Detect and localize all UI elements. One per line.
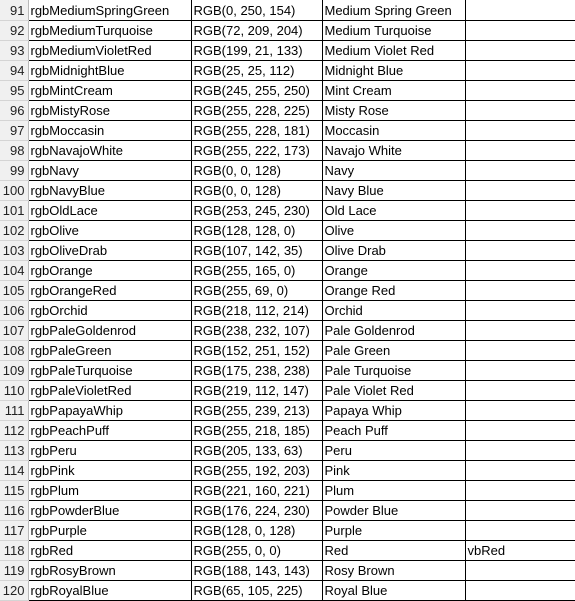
cell-color-label[interactable]: Moccasin [322,121,465,141]
cell-vb-constant[interactable] [465,461,575,481]
cell-rgb-value[interactable]: RGB(199, 21, 133) [191,41,322,61]
cell-color-label[interactable]: Orange [322,261,465,281]
row-number[interactable]: 109 [0,361,28,381]
table-row [0,341,575,361]
cell-rgb-value[interactable]: RGB(128, 0, 128) [191,521,322,541]
cell-constant-name[interactable]: rgbMoccasin [28,121,191,141]
cell-rgb-value[interactable]: RGB(245, 255, 250) [191,81,322,101]
table-row [0,561,575,581]
cell-vb-constant[interactable] [465,201,575,221]
cell-vb-constant[interactable] [465,21,575,41]
row-number[interactable]: 92 [0,21,28,41]
table-row [0,241,575,261]
row-number[interactable]: 94 [0,61,28,81]
cell-constant-name[interactable]: rgbMidnightBlue [28,61,191,81]
table-row [0,361,575,381]
cell-constant-name[interactable]: rgbPeachPuff [28,421,191,441]
cell-constant-name[interactable]: rgbRosyBrown [28,561,191,581]
table-row [0,221,575,241]
table-row [0,281,575,301]
row-number[interactable]: 104 [0,261,28,281]
cell-rgb-value[interactable]: RGB(205, 133, 63) [191,441,322,461]
cell-rgb-value[interactable]: RGB(219, 112, 147) [191,381,322,401]
cell-color-label[interactable]: Olive [322,221,465,241]
cell-constant-name[interactable]: rgbPink [28,461,191,481]
row-number[interactable]: 108 [0,341,28,361]
row-number[interactable]: 95 [0,81,28,101]
cell-color-label[interactable]: Medium Violet Red [322,41,465,61]
row-number[interactable]: 102 [0,221,28,241]
cell-vb-constant[interactable]: vbRed [465,541,575,561]
table-row [0,21,575,41]
cell-vb-constant[interactable] [465,241,575,261]
cell-constant-name[interactable]: rgbPapayaWhip [28,401,191,421]
cell-color-label[interactable]: Peru [322,441,465,461]
row-number[interactable]: 98 [0,141,28,161]
cell-color-label[interactable]: Navajo White [322,141,465,161]
cell-rgb-value[interactable]: RGB(253, 245, 230) [191,201,322,221]
cell-constant-name[interactable]: rgbPaleTurquoise [28,361,191,381]
table-row [0,421,575,441]
table-row [0,41,575,61]
cell-color-label[interactable]: Pale Violet Red [322,381,465,401]
cell-color-label[interactable]: Old Lace [322,201,465,221]
cell-vb-constant[interactable] [465,521,575,541]
cell-vb-constant[interactable] [465,81,575,101]
cell-vb-constant[interactable] [465,61,575,81]
table-row [0,61,575,81]
cell-color-label[interactable]: Medium Spring Green [322,0,465,21]
cell-color-label[interactable]: Orchid [322,301,465,321]
cell-rgb-value[interactable]: RGB(255, 218, 185) [191,421,322,441]
cell-color-label[interactable]: Misty Rose [322,101,465,121]
row-number[interactable]: 91 [0,0,28,21]
cell-constant-name[interactable]: rgbOrchid [28,301,191,321]
row-number[interactable]: 101 [0,201,28,221]
cell-color-label[interactable]: Navy [322,161,465,181]
cell-constant-name[interactable]: rgbMediumVioletRed [28,41,191,61]
table-row [0,301,575,321]
table-row [0,461,575,481]
table-row [0,121,575,141]
cell-vb-constant[interactable] [465,41,575,61]
row-number[interactable]: 99 [0,161,28,181]
cell-color-label[interactable]: Red [322,541,465,561]
cell-rgb-value[interactable]: RGB(0, 0, 128) [191,161,322,181]
table-row [0,201,575,221]
cell-rgb-value[interactable]: RGB(72, 209, 204) [191,21,322,41]
cell-vb-constant[interactable] [465,341,575,361]
table-row [0,541,575,561]
cell-constant-name[interactable]: rgbPurple [28,521,191,541]
cell-rgb-value[interactable]: RGB(255, 0, 0) [191,541,322,561]
cell-rgb-value[interactable]: RGB(255, 228, 225) [191,101,322,121]
cell-color-label[interactable]: Olive Drab [322,241,465,261]
table-row [0,381,575,401]
table-row [0,521,575,541]
row-number[interactable]: 118 [0,541,28,561]
cell-rgb-value[interactable]: RGB(0, 0, 128) [191,181,322,201]
table-row [0,501,575,521]
cell-rgb-value[interactable]: RGB(218, 112, 214) [191,301,322,321]
cell-vb-constant[interactable] [465,321,575,341]
table-row [0,101,575,121]
cell-constant-name[interactable]: rgbPaleVioletRed [28,381,191,401]
cell-color-label[interactable]: Mint Cream [322,81,465,101]
row-number[interactable]: 120 [0,581,28,601]
cell-color-label[interactable]: Royal Blue [322,581,465,601]
cell-rgb-value[interactable]: RGB(176, 224, 230) [191,501,322,521]
row-number[interactable]: 116 [0,501,28,521]
row-number[interactable]: 111 [0,401,28,421]
cell-vb-constant[interactable] [465,141,575,161]
row-number[interactable]: 105 [0,281,28,301]
table-row [0,441,575,461]
cell-vb-constant[interactable] [465,381,575,401]
cell-constant-name[interactable]: rgbNavy [28,161,191,181]
cell-vb-constant[interactable] [465,121,575,141]
cell-color-label[interactable]: Midnight Blue [322,61,465,81]
cell-rgb-value[interactable]: RGB(175, 238, 238) [191,361,322,381]
cell-rgb-value[interactable]: RGB(255, 192, 203) [191,461,322,481]
cell-rgb-value[interactable]: RGB(255, 239, 213) [191,401,322,421]
cell-constant-name[interactable]: rgbPeru [28,441,191,461]
cell-vb-constant[interactable] [465,101,575,121]
cell-color-label[interactable]: Peach Puff [322,421,465,441]
row-number[interactable]: 96 [0,101,28,121]
table-row [0,141,575,161]
cell-rgb-value[interactable]: RGB(128, 128, 0) [191,221,322,241]
cell-constant-name[interactable]: rgbPowderBlue [28,501,191,521]
cell-constant-name[interactable]: rgbPlum [28,481,191,501]
cell-rgb-value[interactable]: RGB(238, 232, 107) [191,321,322,341]
row-number[interactable]: 117 [0,521,28,541]
cell-color-label[interactable]: Medium Turquoise [322,21,465,41]
table-row [0,161,575,181]
cell-vb-constant[interactable] [465,0,575,21]
cell-vb-constant[interactable] [465,281,575,301]
cell-color-label[interactable]: Pink [322,461,465,481]
cell-constant-name[interactable]: rgbPaleGoldenrod [28,321,191,341]
cell-vb-constant[interactable] [465,561,575,581]
cell-color-label[interactable]: Navy Blue [322,181,465,201]
cell-rgb-value[interactable]: RGB(107, 142, 35) [191,241,322,261]
cell-vb-constant[interactable] [465,441,575,461]
cell-vb-constant[interactable] [465,181,575,201]
row-number[interactable]: 97 [0,121,28,141]
cell-color-label[interactable]: Plum [322,481,465,501]
cell-constant-name[interactable]: rgbRoyalBlue [28,581,191,601]
cell-constant-name[interactable]: rgbMintCream [28,81,191,101]
table-row [0,181,575,201]
cell-constant-name[interactable]: rgbRed [28,541,191,561]
cell-constant-name[interactable]: rgbPaleGreen [28,341,191,361]
table-row [0,581,575,601]
cell-vb-constant[interactable] [465,301,575,321]
cell-color-label[interactable]: Orange Red [322,281,465,301]
row-number[interactable]: 103 [0,241,28,261]
cell-rgb-value[interactable]: RGB(255, 165, 0) [191,261,322,281]
cell-vb-constant[interactable] [465,421,575,441]
cell-color-label[interactable]: Powder Blue [322,501,465,521]
cell-rgb-value[interactable]: RGB(0, 250, 154) [191,0,322,21]
row-number[interactable]: 115 [0,481,28,501]
cell-vb-constant[interactable] [465,501,575,521]
cell-color-label[interactable]: Rosy Brown [322,561,465,581]
row-number[interactable]: 107 [0,321,28,341]
table-row [0,321,575,341]
table-row [0,261,575,281]
row-number[interactable]: 114 [0,461,28,481]
cell-rgb-value[interactable]: RGB(255, 222, 173) [191,141,322,161]
cell-color-label[interactable]: Pale Green [322,341,465,361]
row-number[interactable]: 119 [0,561,28,581]
cell-constant-name[interactable]: rgbMistyRose [28,101,191,121]
table-row [0,401,575,421]
cell-constant-name[interactable]: rgbOlive [28,221,191,241]
cell-constant-name[interactable]: rgbOliveDrab [28,241,191,261]
cell-rgb-value[interactable]: RGB(255, 228, 181) [191,121,322,141]
cell-constant-name[interactable]: rgbOldLace [28,201,191,221]
cell-constant-name[interactable]: rgbOrange [28,261,191,281]
cell-vb-constant[interactable] [465,481,575,501]
table-row [0,81,575,101]
cell-constant-name[interactable]: rgbNavajoWhite [28,141,191,161]
cell-constant-name[interactable]: rgbOrangeRed [28,281,191,301]
cell-rgb-value[interactable]: RGB(25, 25, 112) [191,61,322,81]
row-number[interactable]: 100 [0,181,28,201]
cell-constant-name[interactable]: rgbNavyBlue [28,181,191,201]
cell-vb-constant[interactable] [465,361,575,381]
table-row [0,0,575,21]
row-number[interactable]: 106 [0,301,28,321]
cell-vb-constant[interactable] [465,261,575,281]
cell-color-label[interactable]: Pale Turquoise [322,361,465,381]
cell-rgb-value[interactable]: RGB(188, 143, 143) [191,561,322,581]
cell-rgb-value[interactable]: RGB(221, 160, 221) [191,481,322,501]
cell-vb-constant[interactable] [465,161,575,181]
cell-constant-name[interactable]: rgbMediumTurquoise [28,21,191,41]
cell-rgb-value[interactable]: RGB(65, 105, 225) [191,581,322,601]
cell-vb-constant[interactable] [465,581,575,601]
cell-vb-constant[interactable] [465,401,575,421]
table-row [0,481,575,501]
cell-rgb-value[interactable]: RGB(152, 251, 152) [191,341,322,361]
row-number[interactable]: 93 [0,41,28,61]
cell-vb-constant[interactable] [465,221,575,241]
cell-constant-name[interactable]: rgbMediumSpringGreen [28,0,191,21]
cell-color-label[interactable]: Purple [322,521,465,541]
cell-color-label[interactable]: Pale Goldenrod [322,321,465,341]
cell-rgb-value[interactable]: RGB(255, 69, 0) [191,281,322,301]
row-number[interactable]: 112 [0,421,28,441]
row-number[interactable]: 110 [0,381,28,401]
cell-color-label[interactable]: Papaya Whip [322,401,465,421]
row-number[interactable]: 113 [0,441,28,461]
